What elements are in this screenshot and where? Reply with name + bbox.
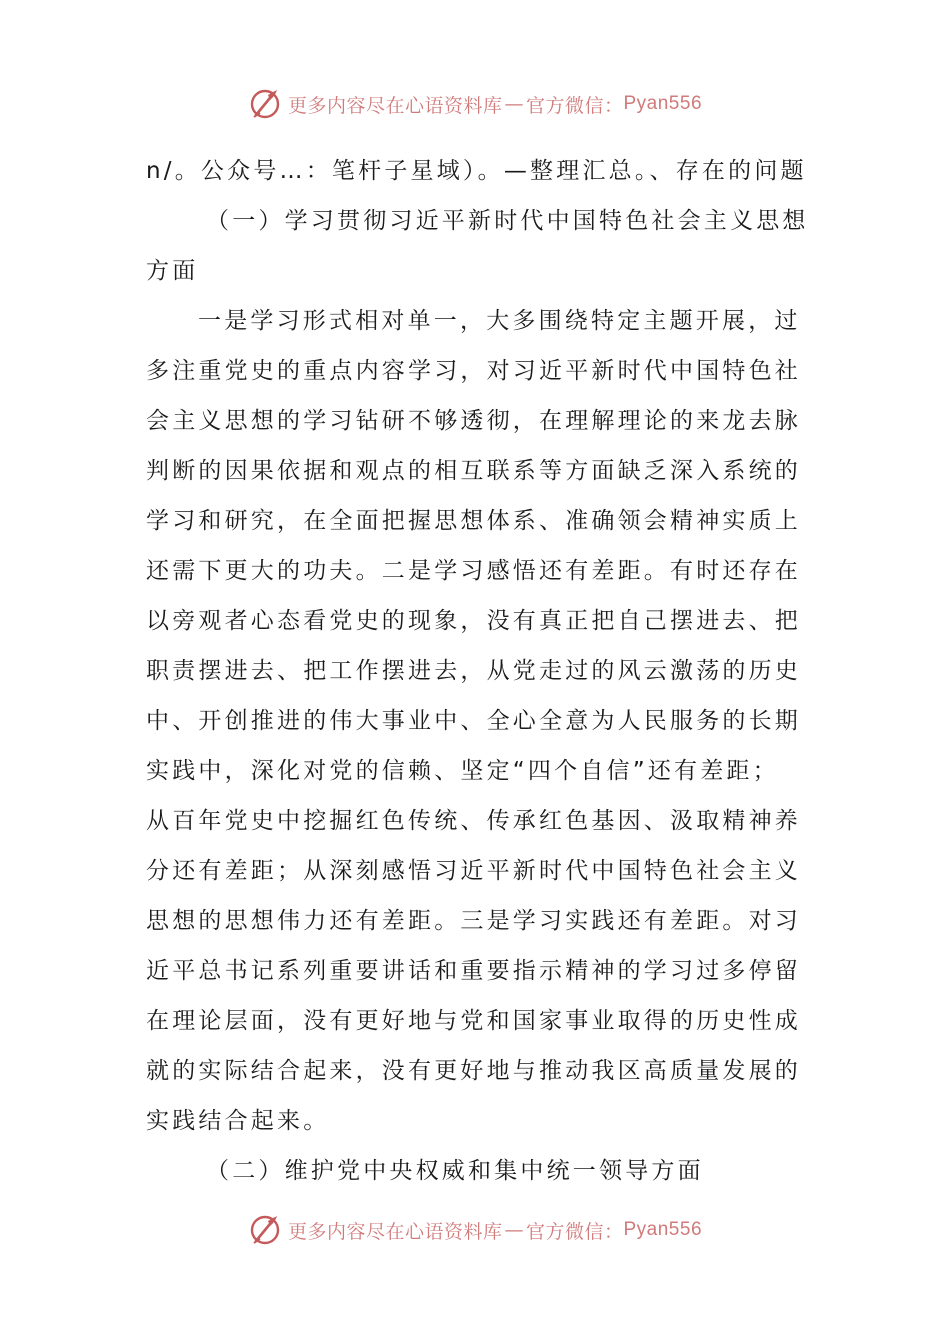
text-line: 中、开创推进的伟大事业中、全心全意为人民服务的长期 [146,708,801,734]
quill-logo-icon [248,87,282,121]
watermark-separator: — [504,93,524,115]
text-line: 会主义思想的学习钻研不够透彻，在理解理论的来龙去脉 [146,408,801,434]
watermark-contact-label: 官方微信： [525,1220,624,1243]
text-line: 以旁观者心态看党史的现象，没有真正把自己摆进去、把 [146,608,801,634]
quill-logo-icon [248,1213,282,1247]
text-line: 实践中，深化对党的信赖、坚定“四个自信”还有差距； [146,758,779,784]
text-line: 多注重党史的重点内容学习，对习近平新时代中国特色社 [146,358,801,384]
text-line: 分还有差距；从深刻感悟习近平新时代中国特色社会主义 [146,858,801,884]
text-line: 还需下更大的功夫。二是学习感悟还有差距。有时还存在 [146,558,801,584]
footer-watermark [0,1210,950,1250]
section-heading: （二）维护党中央权威和集中统一领导方面 [206,1158,704,1184]
header-watermark [0,84,950,124]
watermark-contact-id: Pyan556 [623,1219,703,1240]
section-heading: （一）学习贯彻习近平新时代中国特色社会主义思想 [206,208,809,234]
watermark-separator: — [504,1219,524,1241]
text-line: 近平总书记系列重要讲话和重要指示精神的学习过多停留 [146,958,801,984]
text-line: 从百年党史中挖掘红色传统、传承红色基因、汲取精神养 [146,808,801,834]
text-line: 思想的思想伟力还有差距。三是学习实践还有差距。对习 [146,908,801,934]
watermark-text: 更多内容尽在心语资料库 [287,94,503,117]
section-heading-continued: 方面 [146,258,199,284]
text-line: n/。公众号…：笔杆子星域）。—整理汇总。、存在的问题 [146,158,807,184]
document-body [146,146,810,1196]
text-line: 实践结合起来。 [146,1108,330,1134]
paragraph-first-line: 一是学习形式相对单一，大多围绕特定主题开展，过 [198,308,801,334]
text-line: 学习和研究，在全面把握思想体系、准确领会精神实质上 [146,508,801,534]
watermark-text: 更多内容尽在心语资料库 [287,1220,503,1243]
text-line: 职责摆进去、把工作摆进去，从党走过的风云激荡的历史 [146,658,801,684]
watermark-contact-id: Pyan556 [623,93,703,114]
text-line: 就的实际结合起来，没有更好地与推动我区高质量发展的 [146,1058,801,1084]
text-line: 判断的因果依据和观点的相互联系等方面缺乏深入系统的 [146,458,801,484]
text-line: 在理论层面，没有更好地与党和国家事业取得的历史性成 [146,1008,801,1034]
watermark-contact-label: 官方微信： [525,94,624,117]
